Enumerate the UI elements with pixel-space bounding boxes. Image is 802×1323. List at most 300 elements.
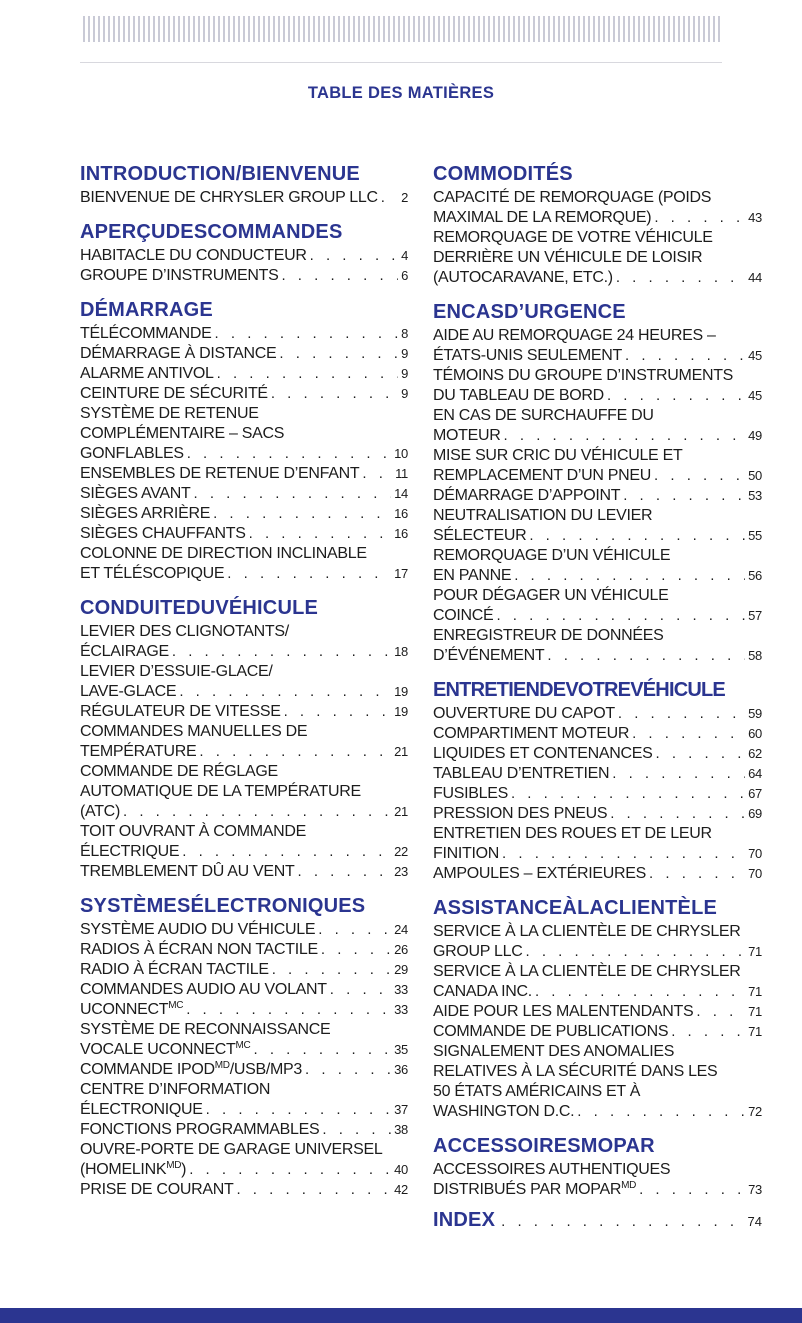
entry-text-wrap: [433, 1180, 636, 1200]
toc-entry[interactable]: [80, 1000, 408, 1020]
entry-text: DÉMARRAGE D’APPOINT: [433, 487, 621, 504]
entry-final-line: [80, 524, 408, 544]
entry-text: ÉTATS-UNIS SEULEMENT: [433, 347, 622, 364]
entry-final-line: [80, 1000, 408, 1020]
section-title: CONDUITEDUVÉHICULE: [80, 597, 319, 619]
page-number: 29: [394, 962, 408, 977]
toc-entry[interactable]: [80, 1060, 408, 1080]
trademark-superscript: MD: [214, 1060, 230, 1071]
toc-entry[interactable]: [433, 764, 762, 784]
toc-entry[interactable]: [80, 702, 408, 722]
entry-text: RADIO À ÉCRAN TACTILE: [80, 961, 269, 978]
dot-leader: [654, 466, 745, 486]
entry-text-line: COLONNE DE DIRECTION INCLINABLE: [80, 545, 367, 562]
entry-final-line: [433, 1102, 762, 1122]
toc-entry[interactable]: [433, 744, 762, 764]
dot-leader: [618, 704, 745, 724]
entry-text: FONCTIONS PROGRAMMABLES: [80, 1121, 320, 1138]
entry-final-line: [433, 486, 762, 506]
dot-leader: [206, 1100, 391, 1120]
page-number: 16: [394, 506, 408, 521]
dot-leader: [322, 1120, 391, 1140]
dot-leader: [194, 484, 392, 504]
entry-text-wrap: [433, 1102, 574, 1122]
page-number: 45: [748, 388, 762, 403]
entry-text-line: LEVIER D’ESSUIE-GLACE/: [80, 663, 273, 680]
entry-final-line: [80, 324, 408, 344]
section-title: INTRODUCTION/BIENVENUE: [80, 163, 360, 185]
dot-leader: [610, 804, 745, 824]
dot-leader: [227, 564, 391, 584]
entry-text-wrap: [80, 504, 210, 524]
entry-final-line: [433, 704, 762, 724]
toc-entry[interactable]: [433, 188, 762, 228]
entry-text: (HOMELINK: [80, 1161, 167, 1178]
entry-final-line: [80, 384, 408, 404]
entry-text: LAVE-GLACE: [80, 683, 177, 700]
entry-text-suffix: ): [181, 1161, 187, 1178]
entry-text-line: OUVRE-PORTE DE GARAGE UNIVERSEL: [80, 1141, 383, 1158]
toc-entry[interactable]: [80, 762, 408, 822]
toc-entry[interactable]: [433, 724, 762, 744]
dot-leader: [362, 464, 392, 484]
entry-final-line: [433, 606, 762, 626]
entry-final-line: [80, 266, 408, 286]
entry-final-line: [433, 566, 762, 586]
entry-text-wrap: [80, 702, 281, 722]
page-number: 21: [394, 804, 408, 819]
entry-text-wrap: [433, 1002, 693, 1022]
entry-text: TREMBLEMENT DÛ AU VENT: [80, 863, 295, 880]
toc-entry[interactable]: [80, 1140, 408, 1180]
page-number: 71: [748, 984, 762, 999]
entry-text-wrap: [80, 324, 212, 344]
page-number: 64: [748, 766, 762, 781]
page-number: 9: [401, 366, 408, 381]
dot-leader: [179, 682, 391, 702]
toc-entry[interactable]: [80, 464, 408, 484]
entry-text: MAXIMAL DE LA REMORQUE): [433, 209, 652, 226]
page-number: 49: [748, 428, 762, 443]
entry-final-line: [80, 1040, 408, 1060]
entry-text: ET TÉLÉSCOPIQUE: [80, 565, 225, 582]
entry-text: ÉLECTRONIQUE: [80, 1101, 203, 1118]
entry-text: COMPARTIMENT MOTEUR: [433, 725, 630, 742]
entry-final-line: [433, 982, 762, 1002]
toc-entry[interactable]: [80, 622, 408, 662]
dot-leader: [529, 526, 745, 546]
page-number: 44: [748, 270, 762, 285]
toc-section: [80, 294, 408, 584]
dot-leader: [649, 864, 745, 884]
page-number: 59: [748, 706, 762, 721]
entry-final-line: [80, 1100, 408, 1120]
entry-final-line: [80, 920, 408, 940]
entry-text-wrap: [80, 1060, 302, 1080]
dot-leader: [623, 486, 745, 506]
page-number: 35: [394, 1042, 408, 1057]
toc-entry[interactable]: [80, 1080, 408, 1120]
entry-text-wrap: [80, 364, 214, 384]
toc-entry[interactable]: [80, 524, 408, 544]
toc-entry[interactable]: [80, 384, 408, 404]
toc-entry[interactable]: [80, 1120, 408, 1140]
dot-leader: [514, 566, 745, 586]
entry-text-wrap: [80, 1100, 203, 1120]
entry-final-line: [433, 784, 762, 804]
entry-text-line: AUTOMATIQUE DE LA TEMPÉRATURE: [80, 783, 361, 800]
toc-section: [433, 674, 762, 884]
dot-leader: [535, 982, 745, 1002]
trademark-superscript: MC: [235, 1040, 251, 1051]
page-number: 40: [394, 1162, 408, 1177]
entry-text: EN PANNE: [433, 567, 512, 584]
entry-text-wrap: [433, 844, 499, 864]
toc-entry[interactable]: [433, 326, 762, 366]
toc-entry[interactable]: [433, 824, 762, 864]
entry-text: HABITACLE DU CONDUCTEUR: [80, 247, 307, 264]
page-number: 17: [394, 566, 408, 581]
page-number: 55: [748, 528, 762, 543]
entry-final-line: [433, 804, 762, 824]
entry-text-line: DERRIÈRE UN VÉHICULE DE LOISIR: [433, 249, 703, 266]
entry-text: DU TABLEAU DE BORD: [433, 387, 604, 404]
dot-leader: [271, 384, 398, 404]
entry-final-line: [80, 504, 408, 524]
toc-entry[interactable]: [433, 962, 762, 1002]
toc-entry[interactable]: [433, 922, 762, 962]
dot-leader: [696, 1002, 745, 1022]
entry-final-line: [433, 844, 762, 864]
entry-text-wrap: [80, 842, 179, 862]
header-pattern: [80, 16, 722, 42]
dot-leader: [671, 1022, 745, 1042]
entry-final-line: [433, 346, 762, 366]
entry-text-wrap: [80, 444, 184, 464]
page-number: 53: [748, 488, 762, 503]
page-number: 33: [394, 982, 408, 997]
entry-final-line: [80, 188, 408, 208]
entry-text-wrap: [433, 208, 651, 228]
page-number: 33: [394, 1002, 408, 1017]
entry-final-line: [433, 864, 762, 884]
entry-text: REMPLACEMENT D’UN PNEU: [433, 467, 652, 484]
toc-entry[interactable]: [433, 1002, 762, 1022]
toc-entry[interactable]: [80, 1180, 408, 1200]
entry-text-wrap: [433, 346, 622, 366]
entry-text-wrap: [433, 744, 653, 764]
entry-text: GROUPE D’INSTRUMENTS: [80, 267, 279, 284]
toc-entry[interactable]: [80, 544, 408, 584]
entry-text: DÉMARRAGE À DISTANCE: [80, 345, 277, 362]
toc-section: [433, 892, 762, 1122]
toc-entry[interactable]: [433, 366, 762, 406]
dot-leader: [625, 346, 745, 366]
entry-text: SIÈGES ARRIÈRE: [80, 505, 211, 522]
toc-entry[interactable]: [80, 484, 408, 504]
entry-final-line: [80, 742, 408, 762]
dot-leader: [577, 1102, 745, 1122]
toc-entry[interactable]: [80, 662, 408, 702]
toc-entry[interactable]: [80, 822, 408, 862]
page-number: 50: [748, 468, 762, 483]
entry-text-line: TÉMOINS DU GROUPE D’INSTRUMENTS: [433, 367, 734, 384]
dot-leader: [496, 606, 745, 626]
page-number: 58: [748, 648, 762, 663]
entry-text: MOTEUR: [433, 427, 501, 444]
entry-text-line: 50 ÉTATS AMÉRICAINS ET À: [433, 1083, 641, 1100]
dot-leader: [182, 842, 391, 862]
entry-text-wrap: [80, 246, 307, 266]
page-number: 24: [394, 922, 408, 937]
toc-entry[interactable]: [433, 784, 762, 804]
entry-text: D’ÉVÉNEMENT: [433, 647, 545, 664]
page-number: 9: [401, 346, 408, 361]
page-number: 73: [748, 1182, 762, 1197]
dot-leader: [330, 980, 391, 1000]
entry-text-wrap: [80, 920, 315, 940]
page-number: 57: [748, 608, 762, 623]
footer-bar: [0, 1308, 802, 1323]
page-number: 2: [401, 190, 408, 205]
page-number: 71: [748, 944, 762, 959]
toc-column-right: [433, 158, 762, 1232]
entry-text-line: SYSTÈME DE RECONNAISSANCE: [80, 1021, 331, 1038]
toc-entry[interactable]: [433, 586, 762, 626]
header-divider: [80, 62, 722, 63]
toc-entry[interactable]: [80, 980, 408, 1000]
toc-entry[interactable]: [433, 1022, 762, 1042]
dot-leader: [213, 504, 391, 524]
dot-leader: [217, 364, 398, 384]
entry-text: CANADA INC.: [433, 983, 532, 1000]
dot-leader: [654, 208, 745, 228]
entry-text: FINITION: [433, 845, 500, 862]
entry-text-wrap: [80, 266, 278, 286]
toc-entry[interactable]: [433, 506, 762, 546]
entry-final-line: [433, 1022, 762, 1042]
entry-final-line: [433, 526, 762, 546]
entry-text-wrap: [80, 524, 246, 544]
entry-text: OUVERTURE DU CAPOT: [433, 705, 615, 722]
entry-text-wrap: [80, 940, 318, 960]
toc-entry[interactable]: [433, 486, 762, 506]
trademark-superscript: MD: [621, 1180, 637, 1191]
entry-final-line: [80, 702, 408, 722]
entry-text: TÉLÉCOMMANDE: [80, 325, 212, 342]
entry-final-line: [433, 208, 762, 228]
toc-entry[interactable]: [80, 404, 408, 464]
entry-text-line: MISE SUR CRIC DU VÉHICULE ET: [433, 447, 683, 464]
entry-final-line: [80, 842, 408, 862]
entry-text-wrap: [433, 1022, 668, 1042]
page-number: 9: [401, 386, 408, 401]
entry-text: SIÈGES CHAUFFANTS: [80, 525, 246, 542]
toc-entry[interactable]: [433, 864, 762, 884]
entry-text-wrap: [433, 982, 532, 1002]
entry-text-line: ENTRETIEN DES ROUES ET DE LEUR: [433, 825, 712, 842]
toc-entry[interactable]: [80, 862, 408, 882]
toc-entry[interactable]: [80, 364, 408, 384]
entry-text-wrap: [433, 784, 508, 804]
section-title: DÉMARRAGE: [80, 299, 213, 321]
entry-text: GROUP LLC: [433, 943, 523, 960]
dot-leader: [199, 742, 391, 762]
dot-leader: [656, 744, 746, 764]
entry-text: DISTRIBUÉS PAR MOPAR: [433, 1181, 622, 1198]
entry-text-line: CENTRE D’INFORMATION: [80, 1081, 271, 1098]
entry-text-wrap: [80, 862, 294, 882]
page-number: 72: [748, 1104, 762, 1119]
page-number: 22: [394, 844, 408, 859]
toc-entry[interactable]: [433, 704, 762, 724]
toc-entry[interactable]: [80, 188, 408, 208]
toc-section: [80, 592, 408, 882]
entry-text: BIENVENUE DE CHRYSLER GROUP LLC: [80, 189, 378, 206]
toc-entry[interactable]: [80, 344, 408, 364]
entry-final-line: [433, 724, 762, 744]
dot-leader: [297, 862, 391, 882]
toc-entry[interactable]: [80, 722, 408, 762]
toc-entry[interactable]: [80, 920, 408, 940]
entry-final-line: [80, 464, 408, 484]
entry-text: AMPOULES – EXTÉRIEURES: [433, 865, 647, 882]
entry-text-line: ACCESSOIRES AUTHENTIQUES: [433, 1161, 671, 1178]
toc-entry[interactable]: [433, 446, 762, 486]
entry-text-wrap: [80, 642, 169, 662]
dot-leader: [502, 844, 745, 864]
dot-leader: [639, 1180, 745, 1200]
entry-text-wrap: [80, 1180, 233, 1200]
entry-text-wrap: [433, 864, 646, 884]
entry-final-line: [80, 642, 408, 662]
entry-final-line: [80, 364, 408, 384]
toc-entry[interactable]: [80, 266, 408, 286]
entry-text-line: POUR DÉGAGER UN VÉHICULE: [433, 587, 669, 604]
entry-text: ÉLECTRIQUE: [80, 843, 180, 860]
toc-entry[interactable]: [433, 406, 762, 446]
toc-entry[interactable]: [433, 1042, 762, 1122]
entry-text-line: SERVICE À LA CLIENTÈLE DE CHRYSLER: [433, 963, 741, 980]
toc-entry[interactable]: [433, 1160, 762, 1200]
section-title: ACCESSOIRESMOPAR: [433, 1135, 655, 1157]
entry-text: ENSEMBLES DE RETENUE D’ENFANT: [80, 465, 360, 482]
toc-entry[interactable]: [80, 960, 408, 980]
entry-text-wrap: [80, 384, 268, 404]
entry-final-line: [80, 960, 408, 980]
entry-text-wrap: [433, 606, 493, 626]
toc-entry[interactable]: [433, 626, 762, 666]
dot-leader: [215, 324, 399, 344]
dot-leader: [284, 702, 392, 722]
entry-text-line: SIGNALEMENT DES ANOMALIES: [433, 1043, 675, 1060]
entry-text: WASHINGTON D.C.: [433, 1103, 575, 1120]
entry-final-line: [433, 646, 762, 666]
toc-entry[interactable]: [433, 804, 762, 824]
dot-leader: [632, 724, 745, 744]
toc-entry[interactable]: [80, 324, 408, 344]
entry-final-line: [80, 980, 408, 1000]
page-number: 19: [394, 704, 408, 719]
entry-final-line: [433, 466, 762, 486]
entry-text-wrap: [433, 704, 615, 724]
section-title: ASSISTANCEÀLACLIENTÈLE: [433, 897, 718, 919]
trademark-superscript: MD: [166, 1160, 182, 1171]
entry-text-wrap: [80, 1120, 319, 1140]
entry-final-line: [80, 802, 408, 822]
toc-entry[interactable]: [80, 1020, 408, 1060]
trademark-superscript: MC: [168, 1000, 184, 1011]
dot-leader: [272, 960, 391, 980]
toc-entry[interactable]: [433, 228, 762, 288]
section-title: COMMODITÉS: [433, 163, 573, 185]
entry-text-wrap: [433, 268, 613, 288]
entry-text: TABLEAU D’ENTRETIEN: [433, 765, 610, 782]
entry-text: COMMANDES AUDIO AU VOLANT: [80, 981, 327, 998]
entry-final-line: [80, 1180, 408, 1200]
toc-section: [433, 296, 762, 666]
entry-text: UCONNECT: [80, 1001, 169, 1018]
entry-text: PRISE DE COURANT: [80, 1181, 234, 1198]
entry-final-line: [80, 246, 408, 266]
entry-text-wrap: [433, 386, 604, 406]
page-number: 45: [748, 348, 762, 363]
entry-text: CEINTURE DE SÉCURITÉ: [80, 385, 268, 402]
toc-section: [80, 158, 408, 208]
entry-text-wrap: [433, 942, 522, 962]
entry-final-line: [80, 444, 408, 464]
dot-leader: [172, 642, 391, 662]
entry-text-line: SERVICE À LA CLIENTÈLE DE CHRYSLER: [433, 923, 741, 940]
entry-text-wrap: [80, 742, 196, 762]
entry-text-wrap: [80, 802, 120, 822]
entry-text: RÉGULATEUR DE VITESSE: [80, 703, 281, 720]
dot-leader: [236, 1180, 391, 1200]
toc-entry[interactable]: [80, 246, 408, 266]
page-number: 69: [748, 806, 762, 821]
entry-text: ALARME ANTIVOL: [80, 365, 214, 382]
toc-column-left: [80, 158, 408, 1208]
index-entry[interactable]: [433, 1208, 762, 1232]
page-number: 11: [395, 466, 408, 481]
entry-text-line: RELATIVES À LA SÉCURITÉ DANS LES: [433, 1063, 718, 1080]
page-number: 14: [394, 486, 408, 501]
dot-leader: [612, 764, 745, 784]
page-number: 21: [394, 744, 408, 759]
entry-final-line: [80, 1060, 408, 1080]
entry-text-line: REMORQUAGE DE VOTRE VÉHICULE: [433, 229, 713, 246]
page-number: 71: [748, 1024, 762, 1039]
page-number: 56: [748, 568, 762, 583]
page-number: 26: [394, 942, 408, 957]
toc-entry[interactable]: [433, 546, 762, 586]
entry-text-line: LEVIER DES CLIGNOTANTS/: [80, 623, 289, 640]
toc-entry[interactable]: [80, 504, 408, 524]
entry-text-line: COMPLÉMENTAIRE – SACS: [80, 425, 285, 442]
page-number: 4: [401, 248, 408, 263]
entry-text-wrap: [80, 682, 176, 702]
page-title: TABLE DES MATIÈRES: [307, 84, 495, 102]
dot-leader: [525, 942, 745, 962]
entry-final-line: [80, 1160, 408, 1180]
entry-text-line: COMMANDE DE RÉGLAGE: [80, 763, 278, 780]
dot-leader: [253, 1040, 391, 1060]
toc-entry[interactable]: [80, 940, 408, 960]
entry-text-wrap: [80, 1040, 250, 1060]
entry-text: VOCALE UCONNECT: [80, 1041, 236, 1058]
entry-final-line: [433, 1002, 762, 1022]
page-number: 43: [748, 210, 762, 225]
